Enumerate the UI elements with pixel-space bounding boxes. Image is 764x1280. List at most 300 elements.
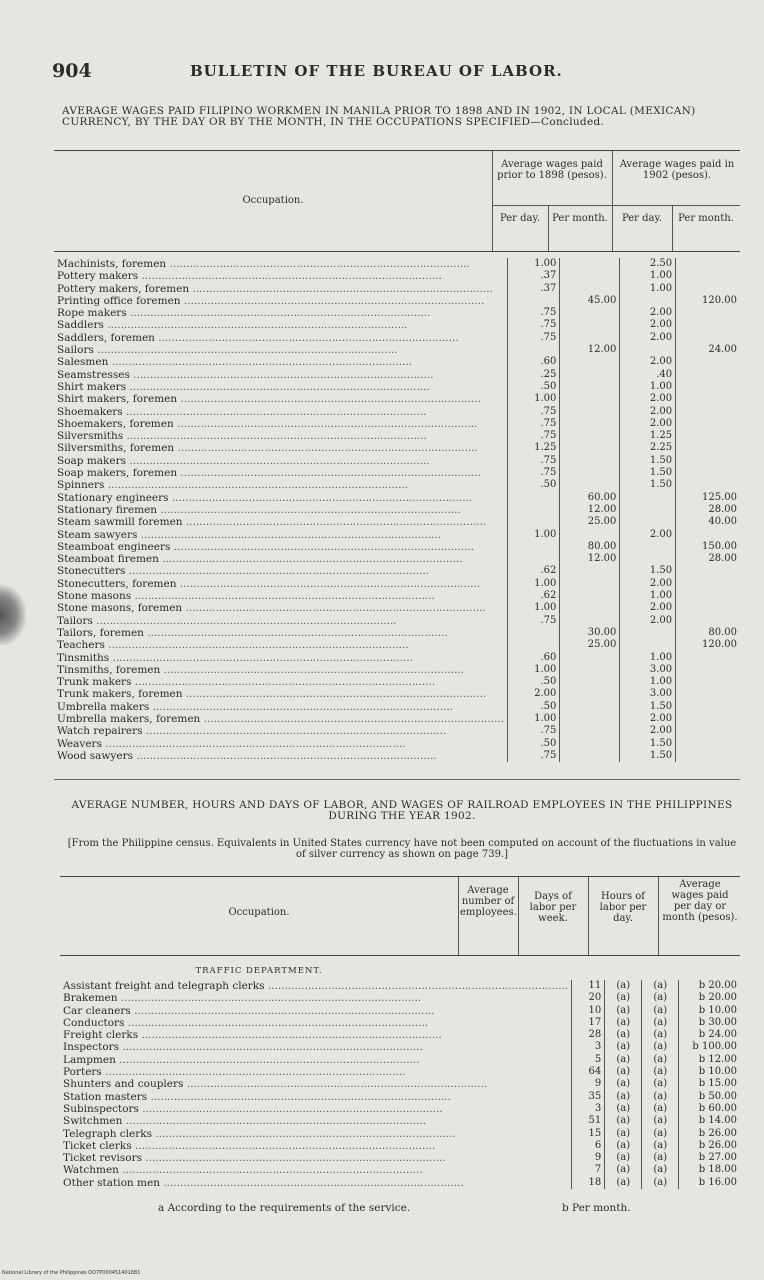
table2-col-occupation: Occupation.: [228, 907, 290, 918]
table2-employees: [572, 1140, 605, 1152]
table1-1902-per-month-text: 125.00: [702, 491, 737, 503]
table1-1902-per-day-text: 1.00: [649, 590, 673, 602]
table1-occupation: Watch repairers ..........................................................................................: [57, 725, 447, 738]
table2-hours: [642, 1177, 679, 1189]
table1-1902-per-month: [676, 307, 740, 319]
table2-row: [60, 1091, 740, 1103]
table1-prior-per-month: [560, 615, 620, 627]
table1-col-occupation: Occupation.: [242, 195, 304, 206]
table1-1902-per-month-text: 120.00: [702, 294, 737, 306]
table1-prior-per-day-text: .75: [540, 614, 557, 626]
table2-days-text: (a): [616, 1152, 631, 1164]
table2-wages-text: b 14.00: [698, 1115, 737, 1127]
table1-1902-per-day-text: 2.00: [649, 528, 673, 540]
table2-hours-text: (a): [653, 1115, 668, 1127]
table1-prior-per-month-text: 12.00: [587, 344, 617, 356]
table1-1902-per-day: [620, 676, 676, 688]
table1-1902-per-day: [620, 467, 676, 479]
table1-prior-per-month: [560, 418, 620, 430]
table1-row: [54, 442, 740, 454]
table2-employees: [572, 1017, 605, 1029]
table1-occupation: Machinists, foremen ..........................................................................................: [57, 258, 470, 270]
table2-hours-text: (a): [653, 1139, 668, 1151]
table2-days-text: (a): [616, 992, 631, 1004]
table1-prior-per-day: [508, 307, 560, 319]
table1-occupation-text: Stonecutters, foremen: [57, 577, 177, 590]
table1-prior-per-day: [508, 381, 560, 393]
table1-prior-per-month: [560, 344, 620, 356]
table1-1902-per-month: [676, 258, 740, 270]
table1-1902-per-day-text: 2.00: [649, 725, 673, 737]
table1-prior-per-month: [560, 750, 620, 762]
table1-occupation-text: Steam sawyers: [57, 528, 138, 541]
table1-occupation-text: Tinsmiths, foremen: [57, 663, 161, 676]
table2-hours-text: (a): [653, 1102, 668, 1114]
table1-prior-per-month-text: 45.00: [587, 294, 617, 306]
table1-row: [54, 738, 740, 750]
table1-row: [54, 319, 740, 331]
table1-prior-per-month: [560, 676, 620, 688]
table1-row: [54, 676, 740, 688]
table2-occupation-text: Freight clerks: [63, 1029, 139, 1042]
table1-1902-per-day-text: 3.00: [649, 688, 673, 700]
table1-1902-per-day: [620, 492, 676, 504]
table1-row: [54, 701, 740, 713]
table1-occupation-text: Silversmiths, foremen: [57, 442, 175, 455]
table1-row: [54, 295, 740, 307]
table2-employees-text: 9: [594, 1152, 602, 1164]
table2-row: [60, 1054, 740, 1066]
table2-row: [60, 1140, 740, 1152]
table1-per-day-1902: Per day.: [621, 213, 663, 224]
table2-occupation: Lampmen ..........................................................................................: [63, 1053, 420, 1066]
table1-prior-per-day: [508, 479, 560, 491]
table1-1902-per-month: [676, 529, 740, 541]
table2-occupation: Telegraph clerks ..........................................................................................: [63, 1127, 456, 1140]
table1-1902-per-day-text: 2.00: [649, 614, 673, 626]
table2-wages-text: b 18.00: [698, 1164, 737, 1176]
table1-prior-per-day: [508, 283, 560, 295]
table1-prior-per-month: [560, 725, 620, 737]
table1-occupation-text: Tailors, foremen: [57, 626, 144, 639]
table1-1902-per-day: [620, 332, 676, 344]
table1-prior-per-day: [508, 615, 560, 627]
table1-occupation: Wood sawyers ..........................................................................................: [57, 749, 437, 762]
table1-row: [54, 356, 740, 368]
table1-prior-per-day: [508, 406, 560, 418]
table1-prior-per-day: [508, 356, 560, 368]
table1-1902-per-day: [620, 701, 676, 713]
table1-occupation-text: Stone masons, foremen: [57, 602, 183, 615]
table1-row: [54, 615, 740, 627]
table1-1902-per-month: [676, 578, 740, 590]
table2-days: [605, 1164, 642, 1176]
table2-employees-text: 17: [588, 1016, 602, 1028]
table1-occupation: Sailors ..........................................................................................: [57, 344, 398, 357]
table1-prior-per-month: [560, 565, 620, 577]
table2-occupation: Inspectors ..........................................................................................: [63, 1041, 423, 1054]
table2-days: [605, 1091, 642, 1103]
table1-prior-per-month: [560, 664, 620, 676]
table2-wages: [679, 1164, 740, 1176]
table1-1902-per-day: [620, 430, 676, 442]
table2-occupation-text: Ticket clerks: [63, 1139, 132, 1152]
table1-occupation: Trunk makers ..........................................................................................: [57, 676, 436, 689]
table1-row: [54, 369, 740, 381]
table2-hours: [642, 1005, 679, 1017]
table1-occupation: Trunk makers, foremen ..........................................................................................: [57, 688, 487, 701]
table1-1902-per-day-text: 1.00: [649, 651, 673, 663]
table1-prior-per-day: [508, 529, 560, 541]
table1-row: [54, 258, 740, 270]
table1-1902-per-month: [676, 369, 740, 381]
table1-1902-per-day: [620, 369, 676, 381]
table1-occupation-text: Stationary engineers: [57, 491, 169, 504]
table1-1902-per-month-text: 24.00: [708, 344, 737, 356]
table1-occupation-text: Watch repairers: [57, 725, 143, 738]
table1-prior-per-day-text: .75: [540, 331, 557, 343]
table1-occupation: Soap makers ..........................................................................................: [57, 454, 430, 467]
table2-hours-text: (a): [653, 1066, 668, 1078]
table2-row: [60, 1115, 740, 1127]
table2-hours: [642, 1017, 679, 1029]
table1-1902-per-day: [620, 258, 676, 270]
table1-prior-per-month-text: 30.00: [587, 626, 617, 638]
table1-1902-per-day-text: 2.00: [649, 417, 673, 429]
table1-1902-per-month: [676, 725, 740, 737]
table1-occupation: Tailors, foremen ..........................................................................................: [57, 626, 448, 639]
table2-wages: [679, 1128, 740, 1140]
table1-occupation: Shoemakers, foremen ..........................................................................................: [57, 417, 478, 430]
table1-occupation-text: Trunk makers: [57, 676, 132, 689]
table2-days-text: (a): [616, 1029, 631, 1041]
table1-occupation-text: Wood sawyers: [57, 749, 133, 762]
table1-occupation: Shoemakers ..........................................................................................: [57, 405, 427, 418]
table2-hours-text: (a): [653, 1090, 668, 1102]
table1-prior-per-month-text: 12.00: [587, 553, 617, 565]
table2-occupation: Freight clerks ..........................................................................................: [63, 1029, 442, 1042]
table2-employees: [572, 1128, 605, 1140]
table2-row: [60, 1164, 740, 1176]
table1-occupation: Tinsmiths, foremen ..........................................................................................: [57, 663, 464, 676]
table2-employees: [572, 980, 605, 992]
table1-1902-per-day: [620, 504, 676, 516]
table2-wages: [679, 1091, 740, 1103]
table2-wages: [679, 1078, 740, 1090]
table1-1902-per-month: [676, 750, 740, 762]
table1-1902-per-day-text: 2.00: [649, 331, 673, 343]
table1-row: [54, 283, 740, 295]
table1-1902-per-month-text: 28.00: [708, 553, 737, 565]
table1-occupation-text: Spinners: [57, 479, 105, 492]
table2-employees-text: 11: [588, 980, 602, 991]
table2-hours-text: (a): [653, 1176, 668, 1188]
table2-employees-text: 18: [588, 1176, 602, 1188]
table2-employees: [572, 1029, 605, 1041]
table1-occupation: Silversmiths, foremen ..........................................................................................: [57, 442, 478, 455]
table1-prior-per-day-text: .50: [540, 737, 557, 749]
table2-employees: [572, 1152, 605, 1164]
table1-occupation: Stonecutters ..........................................................................................: [57, 565, 430, 578]
table1-occupation-text: Pottery makers: [57, 270, 139, 283]
table1-1902-per-month-text: 150.00: [702, 540, 737, 552]
table2-occupation: Car cleaners ..........................................................................................: [63, 1004, 435, 1017]
table2-note: [From the Philippine census. Equivalents in United States currency have not been computed on account of the fluctuations in value of silver currency as shown on page 739.]: [67, 838, 737, 860]
table2-occupation-text: Watchmen: [63, 1164, 119, 1177]
table1-occupation-text: Teachers: [57, 639, 105, 652]
table1-prior-per-day: [508, 676, 560, 688]
table2-wages-text: b 24.00: [698, 1029, 737, 1041]
table2-days-text: (a): [616, 1115, 631, 1127]
table1-prior-per-day: [508, 578, 560, 590]
table2-days: [605, 1029, 642, 1041]
table1-prior-per-month: [560, 356, 620, 368]
table2-days: [605, 1017, 642, 1029]
table1-prior-per-month: [560, 553, 620, 565]
table1-prior-per-day: [508, 701, 560, 713]
table2-row: [60, 1128, 740, 1140]
table2-wages: [679, 1152, 740, 1164]
table2-occupation: Ticket revisors ..........................................................................................: [63, 1152, 446, 1165]
table1-prior-per-day: [508, 602, 560, 614]
table1-prior-per-month: [560, 455, 620, 467]
table1-row: [54, 725, 740, 737]
table2-occupation-text: Shunters and couplers: [63, 1078, 184, 1091]
table1-1902-per-day: [620, 406, 676, 418]
table1-prior-per-day: [508, 258, 560, 270]
table1-1902-per-month: [676, 319, 740, 331]
table1-per-day-prior: Per day.: [499, 213, 541, 224]
table1-row: [54, 418, 740, 430]
table1-prior-per-day-text: .75: [540, 307, 557, 319]
table2-row: [60, 1152, 740, 1164]
table1-prior-per-month-text: 80.00: [587, 540, 617, 552]
table1-1902-per-day: [620, 393, 676, 405]
table2-employees: [572, 1103, 605, 1115]
table1-1902-per-month: [676, 442, 740, 454]
table1-1902-per-day-text: 2.00: [649, 307, 673, 319]
table2-days: [605, 1177, 642, 1189]
table1-row: [54, 639, 740, 651]
table1-prior-per-day: [508, 541, 560, 553]
table1-1902-per-day: [620, 688, 676, 700]
table1-prior-per-day: [508, 430, 560, 442]
table1-per-month-prior: Per month.: [552, 213, 608, 224]
table2-hours: [642, 1140, 679, 1152]
table1-occupation-text: Shirt makers: [57, 380, 127, 393]
table2-department: TRAFFIC DEPARTMENT.: [195, 966, 323, 976]
table1-occupation: Stone masons ..........................................................................................: [57, 590, 435, 603]
table2-wages-text: b 50.00: [698, 1090, 737, 1102]
table2-body: [60, 980, 740, 1189]
table2-row: [60, 1103, 740, 1115]
table2-wages-text: b 27.00: [698, 1152, 737, 1164]
table1-row: [54, 479, 740, 491]
table2-wages-text: b 15.00: [698, 1078, 737, 1090]
table1-1902-per-day: [620, 270, 676, 282]
table1-prior-per-day: [508, 467, 560, 479]
table1-prior-per-month-text: 60.00: [587, 491, 617, 503]
table1-1902-per-month: [676, 283, 740, 295]
table2-hours: [642, 1128, 679, 1140]
table2-days: [605, 1041, 642, 1053]
table1-prior-per-day-text: .75: [540, 725, 557, 737]
table1-prior-per-day: [508, 565, 560, 577]
table2-occupation-text: Ticket revisors: [63, 1152, 143, 1165]
table1-row: [54, 590, 740, 602]
table1-1902-per-day-text: 1.50: [649, 479, 673, 491]
table1-prior-per-month: [560, 295, 620, 307]
table1-prior-per-month: [560, 467, 620, 479]
running-title: BULLETIN OF THE BUREAU OF LABOR.: [190, 62, 563, 80]
table2-wages: [679, 1017, 740, 1029]
table2-wages: [679, 1066, 740, 1078]
table1-occupation: Salesmen ..........................................................................................: [57, 356, 413, 369]
table2-days-text: (a): [616, 1090, 631, 1102]
table1-prior-per-month: [560, 393, 620, 405]
table1-1902-per-month: [676, 418, 740, 430]
table1-1902-per-day: [620, 307, 676, 319]
table1-1902-per-month: [676, 381, 740, 393]
table2-wages: [679, 1140, 740, 1152]
table1-occupation: Soap makers, foremen ..........................................................................................: [57, 467, 481, 480]
table1-occupation-text: Stonecutters: [57, 565, 126, 578]
table1-1902-per-day: [620, 442, 676, 454]
table2-hours-text: (a): [653, 1164, 668, 1176]
table1-prior-per-month: [560, 701, 620, 713]
table1-prior-per-day: [508, 455, 560, 467]
table2-hours: [642, 1029, 679, 1041]
table2-row: [60, 1041, 740, 1053]
table1-prior-per-day-text: 1.00: [534, 393, 557, 405]
table1-prior-per-month: [560, 319, 620, 331]
table2-occupation: Watchmen ..........................................................................................: [63, 1164, 423, 1177]
table1-1902-per-day: [620, 639, 676, 651]
table1-row: [54, 492, 740, 504]
table1-occupation: Steam sawmill foremen ..........................................................................................: [57, 516, 487, 529]
table2-days: [605, 1115, 642, 1127]
table2-employees: [572, 1091, 605, 1103]
table2-occupation: Other station men ..........................................................................................: [63, 1176, 464, 1189]
table2-occupation-text: Inspectors: [63, 1041, 120, 1054]
table1-occupation: Seamstresses ..........................................................................................: [57, 368, 434, 381]
table1-row: [54, 344, 740, 356]
table1-1902-per-month: [676, 738, 740, 750]
table1-occupation-text: Soap makers: [57, 454, 127, 467]
table2-days: [605, 1103, 642, 1115]
table1-1902-per-day: [620, 295, 676, 307]
table1-group-1902: Average wages paid in 1902 (pesos).: [619, 159, 735, 181]
table2-hours-text: (a): [653, 1152, 668, 1164]
table1-occupation-text: Shoemakers: [57, 405, 123, 418]
table1-1902-per-day: [620, 738, 676, 750]
table2-hours: [642, 1115, 679, 1127]
table1-occupation: Silversmiths ..........................................................................................: [57, 430, 427, 443]
table2-row: [60, 1078, 740, 1090]
table2-employees: [572, 1005, 605, 1017]
table2-hours: [642, 1164, 679, 1176]
table2-hours-text: (a): [653, 1127, 668, 1139]
table1-row: [54, 602, 740, 614]
table2-row: [60, 980, 740, 992]
table2-hours: [642, 1054, 679, 1066]
table1-1902-per-day-text: 2.50: [649, 258, 673, 269]
table2-employees-text: 51: [588, 1115, 602, 1127]
footnote-a: a According to the requirements of the service.: [158, 1202, 411, 1214]
table1-1902-per-day-text: 2.00: [649, 405, 673, 417]
table1-prior-per-day: [508, 553, 560, 565]
table2-days-text: (a): [616, 1041, 631, 1053]
table1-prior-per-day: [508, 393, 560, 405]
table1-prior-per-day: [508, 688, 560, 700]
table1-occupation: Printing office foremen ..........................................................................................: [57, 294, 485, 307]
table2-employees-text: 15: [588, 1127, 602, 1139]
table1-per-month-1902: Per month.: [678, 213, 734, 224]
table1-row: [54, 307, 740, 319]
table2-days: [605, 1005, 642, 1017]
table1-prior-per-day: [508, 516, 560, 528]
table1-1902-per-month: [676, 688, 740, 700]
table1-1902-per-day-text: 2.00: [649, 319, 673, 331]
table1-1902-per-month: [676, 504, 740, 516]
table1-1902-per-day-text: 1.00: [649, 282, 673, 294]
table1-1902-per-month: [676, 516, 740, 528]
table1-prior-per-month: [560, 283, 620, 295]
table1-prior-per-day-text: 1.00: [534, 528, 557, 540]
table1-prior-per-day-text: 1.00: [534, 663, 557, 675]
table1-occupation: Stationary engineers ..........................................................................................: [57, 491, 473, 504]
table1-1902-per-day: [620, 602, 676, 614]
table2-occupation-text: Assistant freight and telegraph clerks: [63, 980, 265, 992]
table2-days-text: (a): [616, 1102, 631, 1114]
table2-hours-text: (a): [653, 1041, 668, 1053]
table1-prior-per-day: [508, 713, 560, 725]
table1-prior-per-day-text: 1.25: [534, 442, 557, 454]
table1-group-prior: Average wages paid prior to 1898 (pesos).: [497, 159, 607, 181]
table1-body: [54, 258, 740, 762]
table1-row: [54, 713, 740, 725]
table1-occupation: Umbrella makers ..........................................................................................: [57, 700, 454, 713]
table1-prior-per-day-text: 1.00: [534, 258, 557, 269]
table1-prior-per-day: [508, 627, 560, 639]
table1-prior-per-month: [560, 258, 620, 270]
table2-wages: [679, 1029, 740, 1041]
scan-smudge: [0, 585, 26, 645]
table2-employees-text: 28: [588, 1029, 602, 1041]
table1-1902-per-day: [620, 319, 676, 331]
table1-prior-per-month: [560, 652, 620, 664]
table1-prior-per-month: [560, 590, 620, 602]
table1-1902-per-month: [676, 615, 740, 627]
table1-occupation-text: Soap makers, foremen: [57, 467, 178, 480]
table1-prior-per-month: [560, 332, 620, 344]
table1-1902-per-month: [676, 270, 740, 282]
table1-prior-per-day: [508, 725, 560, 737]
table2-employees-text: 3: [594, 1041, 602, 1053]
table1-1902-per-month: [676, 590, 740, 602]
table1-prior-per-day: [508, 738, 560, 750]
table1-1902-per-day: [620, 344, 676, 356]
table2-days: [605, 1066, 642, 1078]
table1-1902-per-day-text: 2.00: [649, 602, 673, 614]
table1-1902-per-month: [676, 492, 740, 504]
table2-days-text: (a): [616, 1004, 631, 1016]
table1-1902-per-month: [676, 701, 740, 713]
table1-1902-per-month: [676, 393, 740, 405]
table2-days: [605, 980, 642, 992]
table1-prior-per-day: [508, 332, 560, 344]
table2-days: [605, 1128, 642, 1140]
